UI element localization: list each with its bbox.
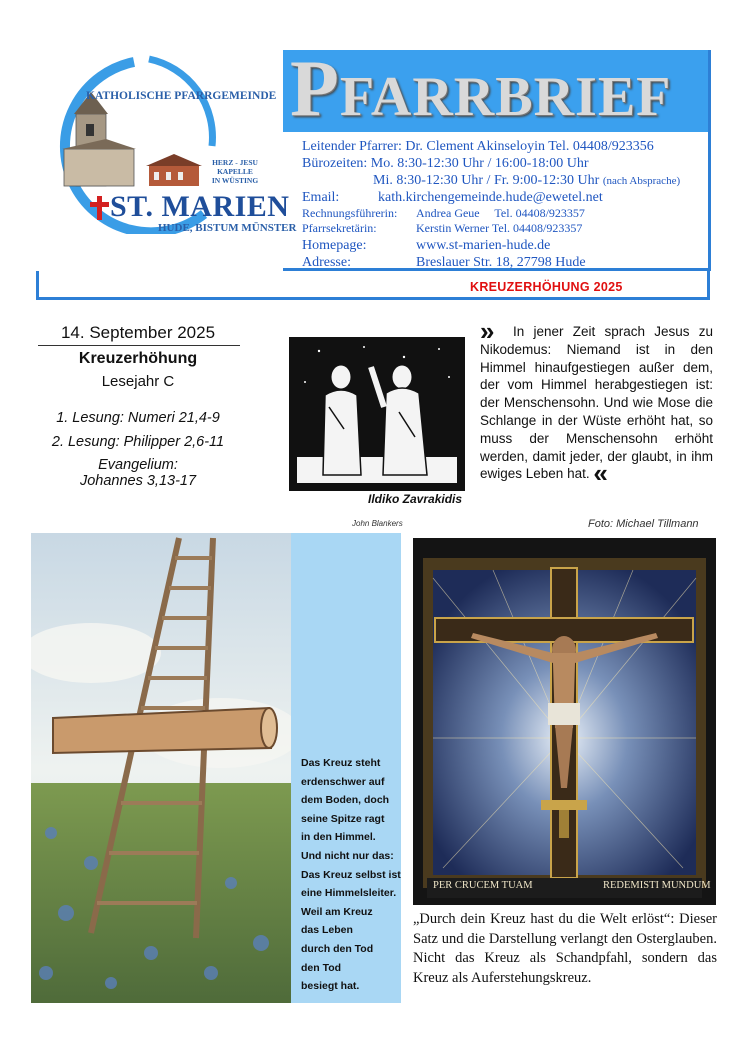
logo-arc-text: KATHOLISCHE PFARRGEMEINDE xyxy=(86,90,277,102)
inscription-right: REDEMISTI MUNDUM xyxy=(603,880,711,891)
ladder-credit: John Blankers xyxy=(352,519,403,528)
email-label: Email: xyxy=(302,190,340,205)
inscription-left: PER CRUCEM TUAM xyxy=(433,880,533,891)
woodcut-illustration xyxy=(289,337,465,491)
gospel-text xyxy=(480,316,713,489)
feast-banner: KREUZERHÖHUNG 2025 xyxy=(470,280,623,294)
logo-chapel-text: HERZ - JESU KAPELLE IN WÜSTING xyxy=(211,158,259,185)
gospel-reference: Johannes 3,13-17 xyxy=(79,473,197,489)
date-divider xyxy=(38,345,240,346)
logo-parish-name: ST. MARIEN xyxy=(110,190,290,223)
crucifix-photo xyxy=(413,538,716,905)
secretary-label: Pfarrsekretärin: xyxy=(302,221,377,235)
poem-text: Das Kreuz steht erdenschwer auf dem Boden, doch seine Spitze ragt in den Himmel. Und nicht nur das: Das Kreuz selbst ist eine Himmelsleiter. Weil am Kreuz das Leben durch den Tod den Tod besiegt hat. xyxy=(301,757,401,993)
office-hours-line: Bürozeiten: Mo. 8:30-12:30 Uhr / 16:00-18:00 Uhr xyxy=(302,156,589,171)
homepage-label: Homepage: xyxy=(302,238,367,253)
reading-1: 1. Lesung: Numeri 21,4-9 xyxy=(56,410,220,426)
page-title: Pfarrbrief xyxy=(290,45,672,133)
secretary-value: Kerstin Werner Tel. 04408/923357 xyxy=(416,221,583,235)
crucifix-caption: „Durch dein Kreuz hast du die Welt erlöst“: Dieser Satz und die Darstellung verlangt den Osterglauben. Nicht das Kreuz als Schandpfahl, sondern das Kreuz als Auferstehungskreuz. xyxy=(413,911,717,986)
treasurer-label: Rechnungsführerin: xyxy=(302,206,398,220)
email-link[interactable]: kath.kirchengemeinde.hude@ewetel.net xyxy=(378,190,603,205)
address-value: Breslauer Str. 18, 27798 Hude xyxy=(416,255,586,270)
gospel-body: In jener Zeit sprach Jesus zu Nikodemus: Niemand ist in den Himmel hinaufgestiegen außer dem, der vom Himmel herabgestiegen ist: der Menschensohn. Und wie Mose die Schlange in der Wüste erhöht hat, so muss der Menschensohn erhöht werden, damit jeder, der glaubt, in ihm ewiges Leben hat. xyxy=(480,324,713,482)
open-quote-mark: » xyxy=(480,316,495,346)
pastor-line: Leitender Pfarrer: Dr. Clement Akinseloyin Tel. 04408/923356 xyxy=(302,139,654,154)
reading-2: 2. Lesung: Philipper 2,6-11 xyxy=(51,434,225,450)
photo-credit: Foto: Michael Tillmann xyxy=(588,518,699,530)
woodcut-credit: Ildiko Zavrakidis xyxy=(368,492,463,506)
liturgical-year: Lesejahr C xyxy=(101,373,175,390)
logo-location: HUDE, BISTUM MÜNSTER xyxy=(158,222,297,234)
treasurer-value: Andrea Geue Tel. 04408/923357 xyxy=(416,206,585,220)
close-quote-mark: « xyxy=(593,458,608,489)
liturgy-date: 14. September 2025 xyxy=(60,323,216,342)
homepage-link[interactable]: www.st-marien-hude.de xyxy=(416,238,551,253)
address-label: Adresse: xyxy=(302,255,351,270)
feast-name: Kreuzerhöhung xyxy=(78,350,198,367)
ladder-cross-painting xyxy=(31,533,291,1003)
parish-logo xyxy=(34,54,302,234)
office-hours-line-2: Mi. 8:30-12:30 Uhr / Fr. 9:00-12:30 Uhr (nach Absprache) xyxy=(373,173,681,188)
gospel-label: Evangelium: xyxy=(98,457,178,473)
